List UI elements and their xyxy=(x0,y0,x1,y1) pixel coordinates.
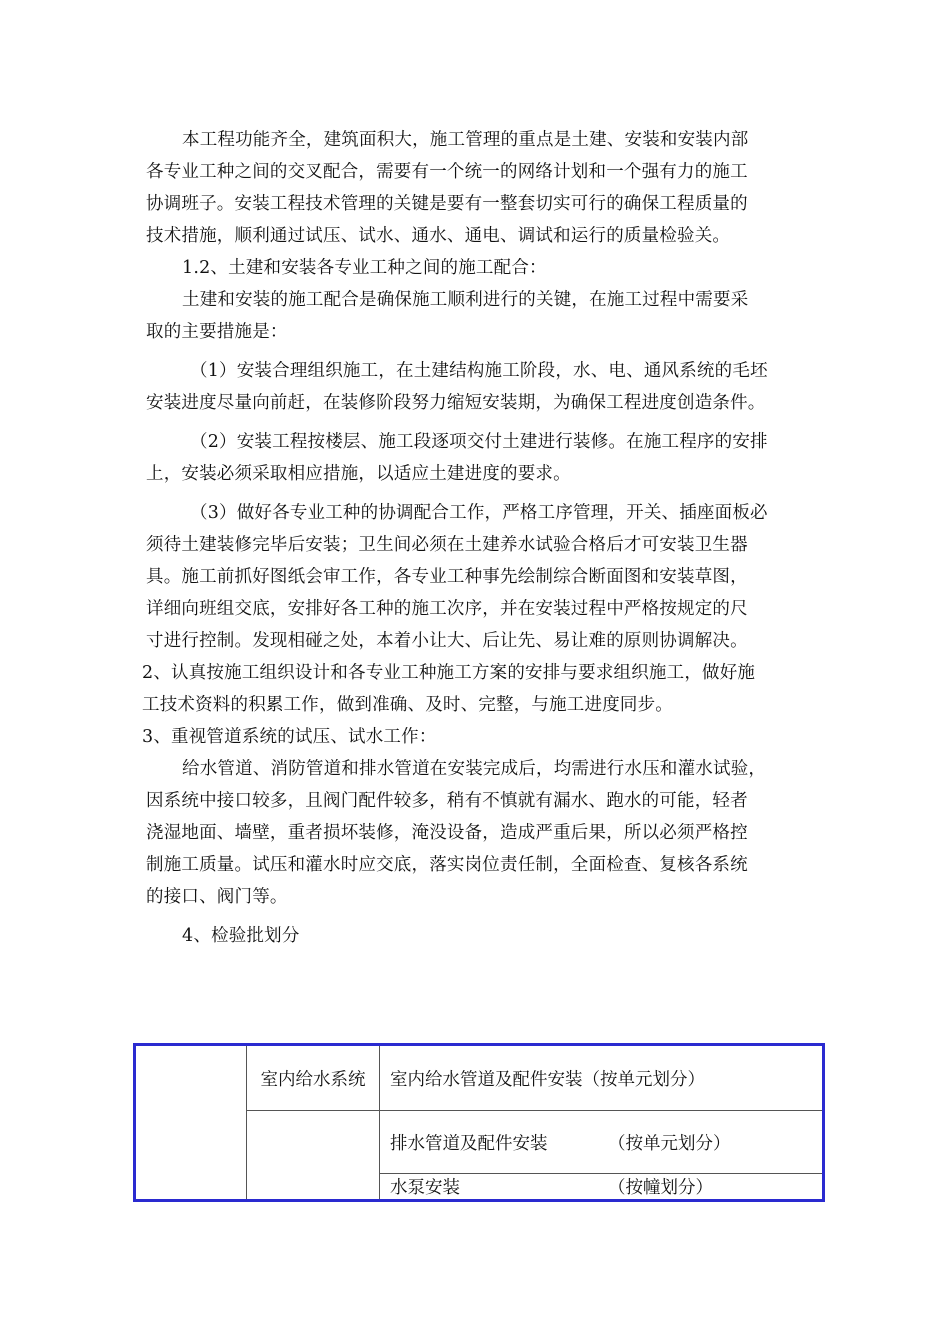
paragraph-item-2 xyxy=(146,426,826,490)
table-cell-item: 室内给水管道及配件安装（按单元划分） xyxy=(380,1045,824,1111)
paragraph-coordination xyxy=(146,284,826,348)
text-line: 须待土建装修完毕后安装；卫生间必须在土建养水试验合格后才可安装卫生器 xyxy=(146,535,748,555)
table-cell-item xyxy=(380,1174,824,1201)
item-note: （按幢划分） xyxy=(608,1178,713,1198)
text-line: 制施工质量。试压和灌水时应交底，落实岗位责任制，全面检查、复核各系统 xyxy=(146,855,748,875)
item-name: 排水管道及配件安装 xyxy=(390,1133,548,1154)
text-line: 上，安装必须采取相应措施，以适应土建进度的要求。 xyxy=(146,464,571,484)
text-line: 本工程功能齐全，建筑面积大，施工管理的重点是土建、安装和安装内部 xyxy=(182,130,749,150)
text-line: 安装进度尽量向前赶，在装修阶段努力缩短安装期，为确保工程进度创造条件。 xyxy=(146,393,766,413)
text-line: 因系统中接口较多，且阀门配件较多，稍有不慎就有漏水、跑水的可能，轻者 xyxy=(146,791,748,811)
item-name: 水泵安装 xyxy=(390,1178,460,1198)
text-line: 浇湿地面、墙壁，重者损坏装修，淹没设备，造成严重后果，所以必须严格控 xyxy=(146,823,748,843)
text-line: 详细向班组交底，安排好各工种的施工次序，并在安装过程中严格按规定的尺 xyxy=(146,599,748,619)
table-cell-empty xyxy=(247,1111,380,1201)
paragraph-pressure-test xyxy=(146,753,826,913)
text-line: 技术措施，顺利通过试压、试水、通水、通电、调试和运行的质量检验关。 xyxy=(146,226,731,246)
section-heading-4: 4、检验批划分 xyxy=(182,926,300,946)
text-line: 土建和安装的施工配合是确保施工顺利进行的关键，在施工过程中需要采 xyxy=(182,290,749,310)
text-line: 寸进行控制。发现相碰之处，本着小让大、后让先、易让难的原则协调解决。 xyxy=(146,631,748,651)
inspection-batch-table xyxy=(133,1043,825,1202)
text-line: 给水管道、消防管道和排水管道在安装完成后，均需进行水压和灌水试验， xyxy=(182,759,767,779)
item-note: （按单元划分） xyxy=(608,1133,731,1154)
text-line: 2、认真按施工组织设计和各专业工种施工方案的安排与要求组织施工，做好施 xyxy=(142,663,756,683)
paragraph-intro xyxy=(146,124,826,252)
table-cell-empty xyxy=(135,1045,247,1201)
section-heading-3: 3、重视管道系统的试压、试水工作： xyxy=(142,727,437,747)
text-line: 取的主要措施是： xyxy=(146,322,288,342)
paragraph-item-3 xyxy=(146,497,826,657)
table-row xyxy=(390,1174,822,1199)
body-text xyxy=(142,124,826,952)
paragraph-section-2 xyxy=(142,657,826,721)
table-row xyxy=(390,1130,822,1155)
table-cell-system: 室内给水系统 xyxy=(247,1045,380,1111)
text-line: 各专业工种之间的交叉配合，需要有一个统一的网络计划和一个强有力的施工 xyxy=(146,162,748,182)
section-heading-1-2: 1.2、土建和安装各专业工种之间的施工配合： xyxy=(182,258,547,278)
text-line: （3）做好各专业工种的协调配合工作，严格工序管理，开关、插座面板必 xyxy=(190,503,768,523)
text-line: 协调班子。安装工程技术管理的关键是要有一整套切实可行的确保工程质量的 xyxy=(146,194,748,214)
table-cell-item xyxy=(380,1111,824,1174)
text-line: 具。施工前抓好图纸会审工作，各专业工种事先绘制综合断面图和安装草图， xyxy=(146,567,748,587)
text-line: （1）安装合理组织施工，在土建结构施工阶段，水、电、通风系统的毛坯 xyxy=(190,361,768,381)
text-line: 的接口、阀门等。 xyxy=(146,887,288,907)
text-line: （2）安装工程按楼层、施工段逐项交付土建进行装修。在施工程序的安排 xyxy=(190,432,768,452)
paragraph-item-1 xyxy=(146,355,826,419)
text-line: 工技术资料的积累工作，做到准确、及时、完整，与施工进度同步。 xyxy=(142,695,673,715)
